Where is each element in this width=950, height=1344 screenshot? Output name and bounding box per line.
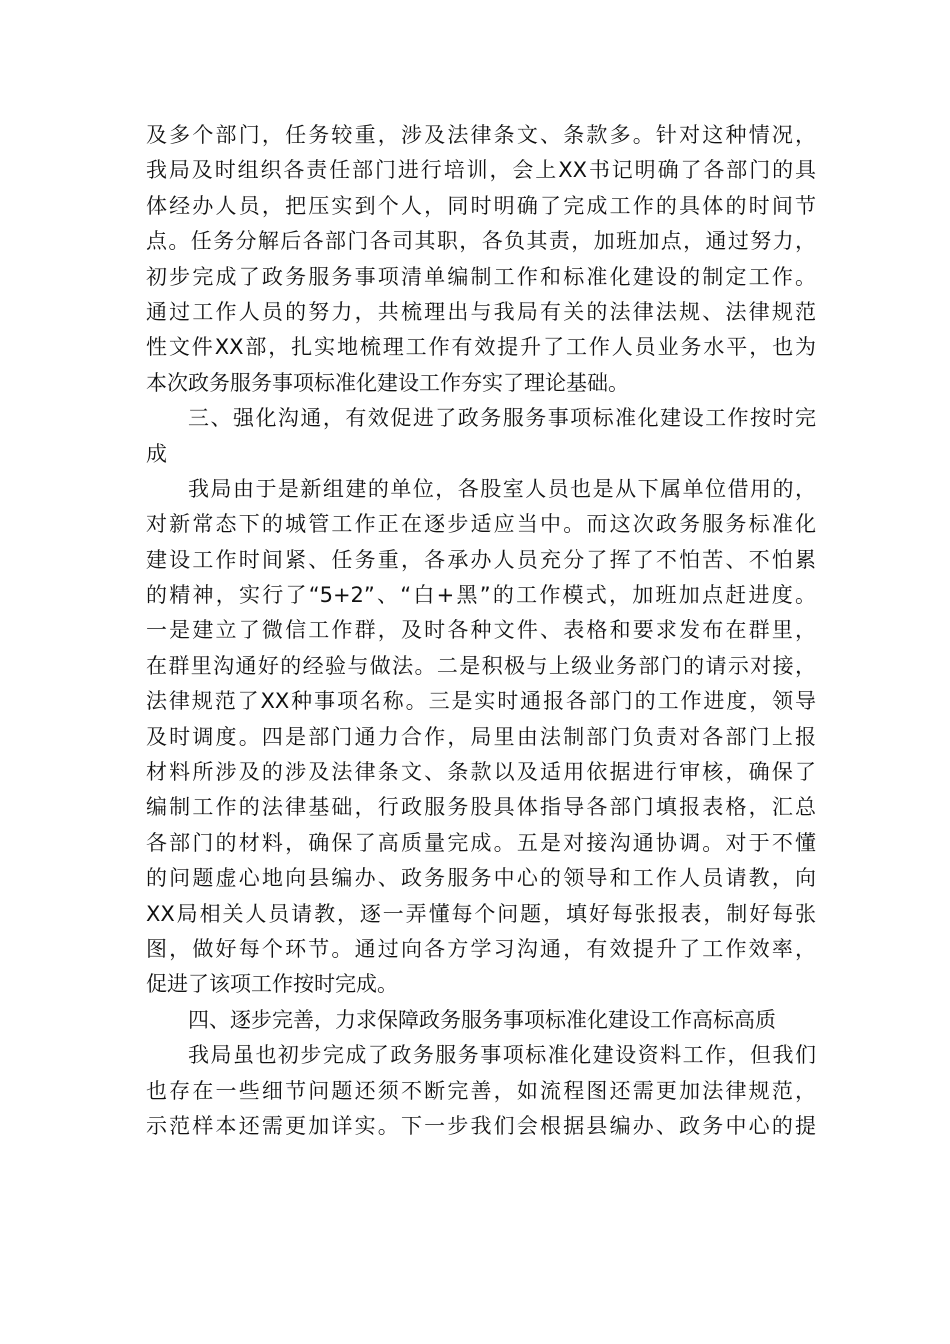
text-line: 成 xyxy=(146,441,167,466)
text-line: 三、强化沟通，有效促进了政务服务事项标准化建设工作按时完 xyxy=(188,406,816,431)
text-line: 促进了该项工作按时完成。 xyxy=(146,972,398,997)
text-line: 图，做好每个环节。通过向各方学习沟通，有效提升了工作效率， xyxy=(146,936,816,961)
text-line: 的精神，实行了“5+2”、“白+黑”的工作模式，加班加点赶进度。 xyxy=(146,583,816,608)
document-body xyxy=(146,118,816,1144)
text-line: 体经办人员，把压实到个人，同时明确了完成工作的具体的时间节 xyxy=(146,193,816,218)
text-line: 在群里沟通好的经验与做法。二是积极与上级业务部门的请示对接， xyxy=(146,653,816,678)
text-line: 示范样本还需更加详实。下一步我们会根据县编办、政务中心的提 xyxy=(146,1113,816,1138)
text-line: 通过工作人员的努力，共梳理出与我局有关的法律法规、法律规范 xyxy=(146,299,816,324)
text-line: 点。任务分解后各部门各司其职，各负其责，加班加点，通过努力， xyxy=(146,229,816,254)
text-line: 四、逐步完善，力求保障政务服务事项标准化建设工作高标高质 xyxy=(188,1007,776,1032)
text-line: 我局虽也初步完成了政务服务事项标准化建设资料工作，但我们 xyxy=(188,1043,816,1068)
text-line: 各部门的材料，确保了高质量完成。五是对接沟通协调。对于不懂 xyxy=(146,830,816,855)
text-line: 也存在一些细节问题还须不断完善，如流程图还需更加法律规范， xyxy=(146,1078,816,1103)
text-line: 及时调度。四是部门通力合作，局里由法制部门负责对各部门上报 xyxy=(146,724,816,749)
text-line: 编制工作的法律基础，行政服务股具体指导各部门填报表格，汇总 xyxy=(146,795,816,820)
text-line: 材料所涉及的涉及法律条文、条款以及适用依据进行审核，确保了 xyxy=(146,760,816,785)
text-line: 的问题虚心地向县编办、政务服务中心的领导和工作人员请教，向 xyxy=(146,866,816,891)
text-line: 法律规范了XX种事项名称。三是实时通报各部门的工作进度，领导 xyxy=(146,689,816,714)
text-line: 性文件XX部，扎实地梳理工作有效提升了工作人员业务水平，也为 xyxy=(146,335,816,360)
text-line: 本次政务服务事项标准化建设工作夯实了理论基础。 xyxy=(146,370,629,395)
text-line: 建设工作时间紧、任务重，各承办人员充分了挥了不怕苦、不怕累 xyxy=(146,547,816,572)
text-line: 初步完成了政务服务事项清单编制工作和标准化建设的制定工作。 xyxy=(146,264,816,289)
text-line: 我局由于是新组建的单位，各股室人员也是从下属单位借用的， xyxy=(188,476,816,501)
text-line: 及多个部门，任务较重，涉及法律条文、条款多。针对这种情况， xyxy=(146,123,816,147)
text-line: XX局相关人员请教，逐一弄懂每个问题，填好每张报表，制好每张 xyxy=(146,901,816,926)
text-line: 一是建立了微信工作群，及时各种文件、表格和要求发布在群里， xyxy=(146,618,816,643)
text-line: 对新常态下的城管工作正在逐步适应当中。而这次政务服务标准化 xyxy=(146,512,816,537)
text-line: 我局及时组织各责任部门进行培训，会上XX书记明确了各部门的具 xyxy=(146,158,816,183)
